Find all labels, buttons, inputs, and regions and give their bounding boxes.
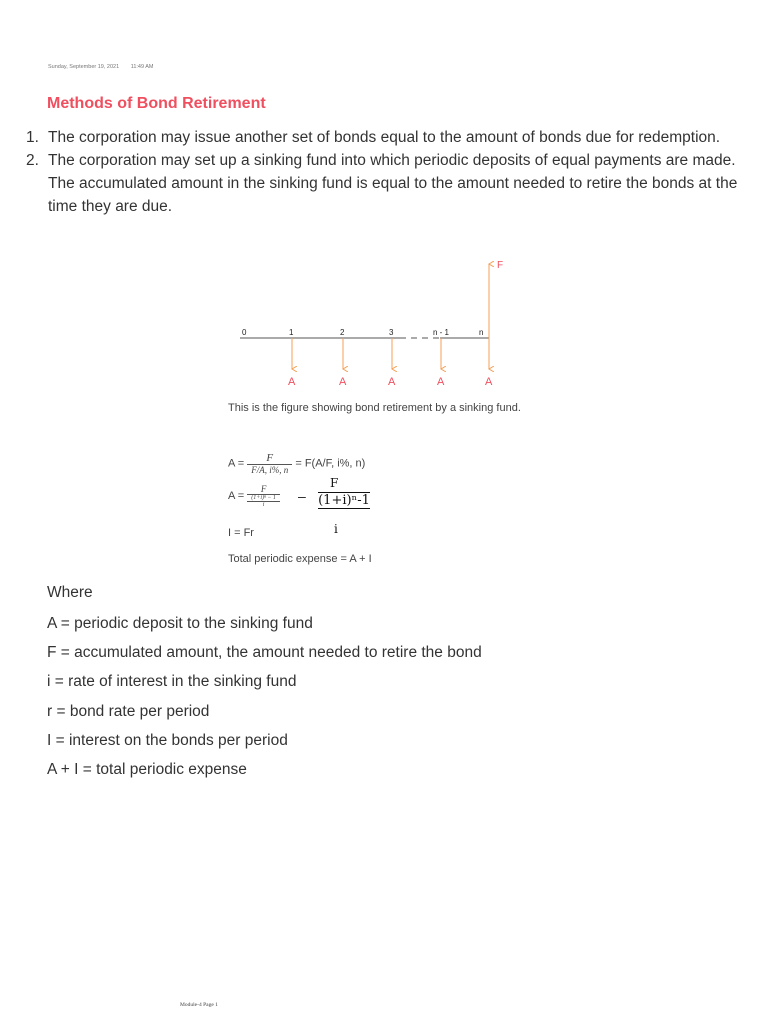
formula-annuity [228,452,365,475]
list-item [26,126,766,149]
list-text: The corporation may issue another set of bonds equal to the amount of bonds due for redemption. [48,129,721,146]
formula-lhs: A = [228,457,245,470]
list-number: 2. [26,152,39,169]
deposit-label: A [388,376,396,388]
period-label: n - 1 [433,328,450,337]
list-item: i = rate of interest in the sinking fund [47,673,297,691]
list-item: r = bond rate per period [47,702,210,720]
formula-interest: I = Fr [228,527,254,539]
formula-fraction [247,484,280,508]
handwritten-f: F [330,476,339,490]
definitions-list [47,614,482,789]
methods-list [26,126,766,218]
where-label: Where [47,584,93,601]
period-label: 1 [289,328,294,337]
formula-rhs: = F(A/F, i%, n) [295,457,366,470]
list-number: 1. [26,129,39,146]
section-heading: Methods of Bond Retirement [47,95,266,112]
deposit-label: A [288,376,296,388]
handwritten-i: i [334,522,338,536]
fraction-sub-denominator: i [262,502,265,508]
meta-time: 11:49 AM [130,64,154,70]
formula-sinking-fund [228,484,280,508]
deposit-label: A [339,376,347,388]
fraction-sub-numerator: (1+i)ⁿ − 1 [247,495,280,502]
list-item: A + I = total periodic expense [47,760,247,778]
period-label: 3 [389,328,394,337]
list-text: The corporation may set up a sinking fund into which periodic deposits of equal payments are made. The accumulated amount in the sinking fund is equal to the amount needed to retire the bonds at the time they are due. [48,152,738,215]
future-value-label: F [497,260,504,271]
list-item: I = interest on the bonds per period [47,731,288,749]
handwritten-expression: (1+i)ⁿ-1 [318,493,370,508]
deposit-label: A [437,376,445,388]
figure-caption: This is the figure showing bond retirement by a sinking fund. [228,402,521,414]
period-label: 2 [340,328,345,337]
list-item: A = periodic deposit to the sinking fund [47,615,313,632]
handwritten-dash: – [298,488,306,504]
list-item: F = accumulated amount, the amount needed to retire the bond [47,644,482,662]
list-item [26,149,766,218]
formula-fraction [247,452,292,475]
page-footer: Module-4 Page 1 [180,1002,218,1008]
formula-lhs: A = [228,489,245,502]
formula-total-expense: Total periodic expense = A + I [228,553,372,565]
meta-date: Sunday, September 19, 2021 [48,64,120,70]
period-label: n [479,328,484,337]
deposit-label: A [485,376,493,388]
period-label: 0 [242,328,247,337]
page-meta [48,64,164,70]
fraction-denominator: F/A, i%, n [251,465,289,475]
fraction-numerator: F [247,484,280,495]
sinking-fund-cash-flow-diagram [225,252,525,392]
fraction-numerator: F [247,452,292,465]
